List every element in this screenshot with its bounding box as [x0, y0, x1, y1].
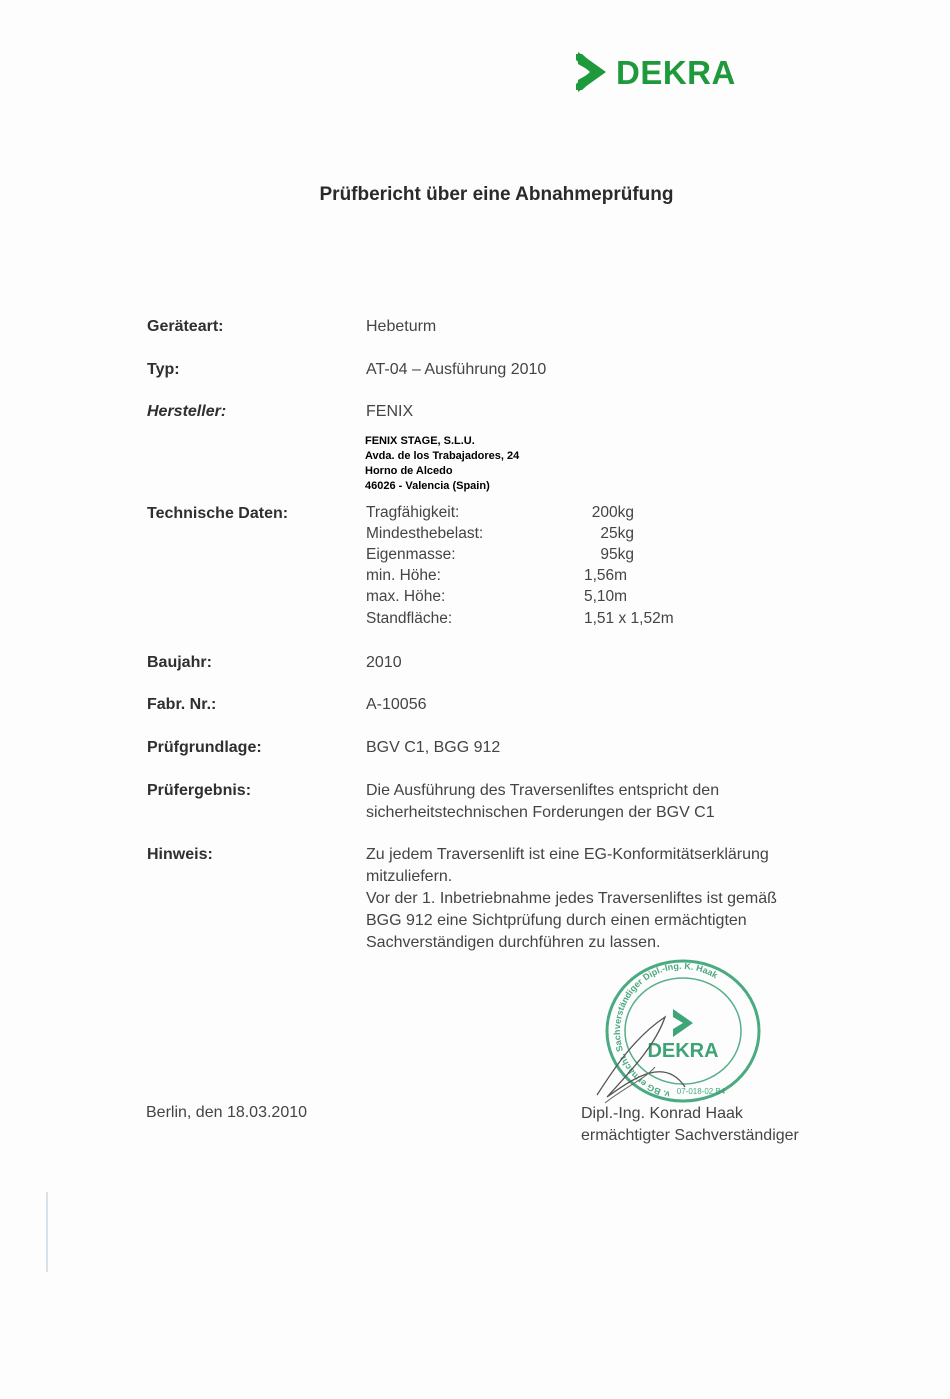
dekra-logo-text: DEKRA [616, 53, 736, 91]
margin-form-code [40, 1192, 54, 1272]
tech-row [366, 610, 706, 631]
dekra-logo-mark-icon [572, 50, 608, 94]
text-line: BGG 912 eine Sichtprüfung durch einen ermächtigten [366, 912, 747, 929]
hersteller-address [365, 434, 519, 494]
value-typ: AT-04 – Ausführung 2010 [366, 361, 547, 378]
tech-key: Standfläche: [366, 610, 453, 627]
stamp-ring-text: v. BG ermächt. Sachverständiger Dipl.-Ing. K. Haak [612, 960, 720, 1100]
tech-row [366, 567, 706, 588]
label-technische-daten: Technische Daten: [147, 505, 289, 522]
text-line: Sachverständigen durchführen zu lassen. [366, 934, 661, 951]
address-line: FENIX STAGE, S.L.U. [365, 435, 475, 447]
value-pruefgrundlage: BGV C1, BGG 912 [366, 739, 501, 756]
signer-title: ermächtigter Sachverständiger [581, 1127, 799, 1144]
value-fabr-nr: A-10056 [366, 696, 427, 713]
tech-value: 5,10m [584, 588, 628, 605]
label-pruefergebnis: Prüfergebnis: [147, 782, 252, 799]
document-date: Berlin, den 18.03.2010 [146, 1104, 308, 1121]
dekra-logo [572, 50, 736, 94]
dekra-stamp [595, 957, 770, 1109]
tech-row [366, 588, 706, 609]
tech-value: 1,51 x 1,52m [584, 610, 674, 627]
stamp-dekra-mark-icon [673, 1009, 693, 1037]
label-baujahr: Baujahr: [147, 654, 212, 671]
label-geraeteart: Geräteart: [147, 318, 224, 335]
value-baujahr: 2010 [366, 654, 402, 671]
tech-row [366, 525, 706, 546]
text-line: mitzuliefern. [366, 868, 453, 885]
tech-row [366, 546, 706, 567]
value-pruefergebnis [366, 780, 856, 824]
label-pruefgrundlage: Prüfgrundlage: [147, 739, 262, 756]
address-line: Horno de Alcedo [365, 465, 453, 477]
label-fabr-nr: Fabr. Nr.: [147, 696, 217, 713]
tech-key: Eigenmasse: [366, 546, 456, 563]
address-line: Avda. de los Trabajadores, 24 [365, 450, 520, 462]
tech-key: min. Höhe: [366, 567, 441, 584]
tech-value: 95kg [600, 546, 634, 563]
tech-key: Mindesthebelast: [366, 525, 484, 542]
text-line: Die Ausführung des Traversenliftes entspricht den [366, 782, 720, 799]
label-typ: Typ: [147, 361, 180, 378]
tech-key: max. Höhe: [366, 588, 446, 605]
tech-value: 200kg [591, 504, 634, 521]
value-geraeteart: Hebeturm [366, 318, 437, 335]
value-hinweis [366, 844, 856, 954]
stamp-number: 07-018-02 B4 [676, 1087, 726, 1096]
text-line: sicherheitstechnischen Forderungen der BGV C1 [366, 804, 715, 821]
value-hersteller: FENIX [366, 403, 414, 420]
document-title: Prüfbericht über eine Abnahmeprüfung [319, 184, 674, 205]
label-hinweis: Hinweis: [147, 846, 213, 863]
text-line: Vor der 1. Inbetriebnahme jedes Traversenliftes ist gemäß [366, 890, 777, 907]
stamp-brand: DEKRA [647, 1040, 719, 1062]
signer-name: Dipl.-Ing. Konrad Haak [581, 1105, 743, 1122]
signature-block [581, 1103, 799, 1147]
address-line: 46026 - Valencia (Spain) [365, 480, 490, 492]
tech-value: 25kg [600, 525, 634, 542]
tech-row [366, 504, 706, 525]
label-hersteller: Hersteller: [147, 403, 227, 420]
tech-value: 1,56m [584, 567, 628, 584]
text-line: Zu jedem Traversenlift ist eine EG-Konformitätserklärung [366, 846, 769, 863]
tech-key: Tragfähigkeit: [366, 504, 460, 521]
